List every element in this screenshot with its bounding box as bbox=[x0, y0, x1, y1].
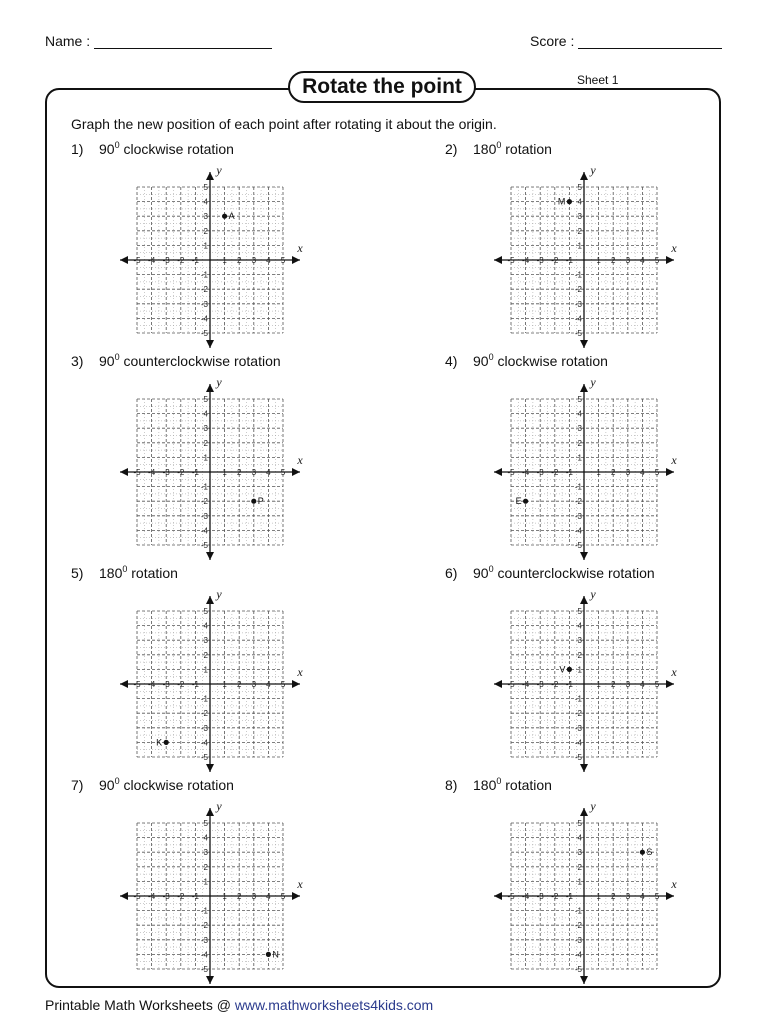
footer-url[interactable]: www.mathworksheets4kids.com bbox=[234, 997, 434, 1013]
x-tick-label: 1 bbox=[596, 256, 601, 265]
y-tick-label: 5 bbox=[577, 395, 582, 404]
y-tick-label: -5 bbox=[200, 329, 208, 338]
x-tick-label: 1 bbox=[222, 892, 227, 901]
y-tick-label: 4 bbox=[577, 197, 582, 207]
grid-svg bbox=[484, 796, 684, 996]
problem-label-3: 3) $90^0$ counterclockwise rotation bbox=[71, 352, 281, 369]
y-tick-label: 2 bbox=[203, 650, 208, 660]
y-axis-label: y bbox=[590, 163, 596, 177]
coordinate-grid-5 bbox=[110, 584, 310, 784]
y-tick-label: 2 bbox=[577, 438, 582, 448]
plotted-point bbox=[222, 214, 227, 219]
y-tick-label: 1 bbox=[203, 453, 208, 463]
x-tick-label: 4 bbox=[266, 892, 271, 901]
x-tick-label: 2 bbox=[610, 256, 616, 265]
y-tick-label: 5 bbox=[577, 819, 582, 828]
x-axis-label: x bbox=[297, 241, 303, 255]
y-tick-label: -2 bbox=[574, 921, 582, 931]
x-tick-label: -5 bbox=[507, 680, 515, 689]
y-tick-label: 1 bbox=[203, 241, 208, 251]
y-tick-label: 2 bbox=[203, 226, 208, 236]
x-tick-label: 2 bbox=[610, 468, 616, 477]
x-tick-label: 1 bbox=[596, 892, 601, 901]
y-tick-label: 2 bbox=[577, 862, 582, 872]
y-tick-label: -3 bbox=[200, 511, 208, 521]
x-tick-label: 4 bbox=[640, 680, 645, 689]
x-tick-label: -2 bbox=[551, 680, 559, 689]
y-tick-label: 1 bbox=[577, 665, 582, 675]
x-tick-label: -3 bbox=[536, 680, 544, 689]
x-tick-label: 4 bbox=[640, 468, 645, 477]
x-tick-label: -1 bbox=[191, 468, 199, 477]
sheet-number: Sheet 1 bbox=[577, 73, 619, 87]
x-axis-label: x bbox=[297, 453, 303, 467]
y-tick-label: -5 bbox=[200, 965, 208, 974]
x-tick-label: 1 bbox=[596, 468, 601, 477]
y-tick-label: 1 bbox=[203, 877, 208, 887]
x-tick-label: -2 bbox=[177, 680, 185, 689]
y-tick-label: 5 bbox=[203, 395, 208, 404]
y-tick-label: -4 bbox=[574, 314, 582, 324]
x-tick-label: 2 bbox=[610, 680, 616, 689]
plotted-point bbox=[266, 952, 271, 957]
coordinate-grid-7 bbox=[110, 796, 310, 996]
x-tick-label: -4 bbox=[148, 892, 156, 901]
x-tick-label: 4 bbox=[640, 892, 645, 901]
score-field bbox=[530, 33, 722, 49]
point-label: N bbox=[272, 949, 279, 960]
grid-svg bbox=[110, 372, 310, 572]
grid-svg bbox=[484, 372, 684, 572]
footer bbox=[45, 997, 433, 1013]
x-tick-label: 3 bbox=[251, 892, 257, 901]
problem-label-7: 7) $90^0$ clockwise rotation bbox=[71, 776, 234, 793]
x-tick-label: 5 bbox=[654, 892, 660, 901]
x-tick-label: 5 bbox=[280, 468, 286, 477]
x-tick-label: -1 bbox=[565, 680, 573, 689]
y-tick-label: -3 bbox=[574, 935, 582, 945]
y-tick-label: 3 bbox=[577, 848, 582, 858]
y-tick-label: 2 bbox=[577, 650, 582, 660]
y-tick-label: -2 bbox=[574, 285, 582, 295]
x-axis-label: x bbox=[671, 877, 677, 891]
y-tick-label: 5 bbox=[577, 183, 582, 192]
axes bbox=[120, 172, 300, 348]
y-tick-label: -3 bbox=[574, 511, 582, 521]
y-tick-label: -4 bbox=[574, 950, 582, 960]
coordinate-grid-8 bbox=[484, 796, 684, 996]
coordinate-grid-2 bbox=[484, 160, 684, 360]
x-tick-label: -1 bbox=[191, 680, 199, 689]
y-axis-label: y bbox=[216, 587, 222, 601]
x-tick-label: 4 bbox=[266, 256, 271, 265]
y-tick-label: -4 bbox=[574, 738, 582, 748]
y-axis-label: y bbox=[590, 799, 596, 813]
x-tick-label: -5 bbox=[133, 256, 141, 265]
y-tick-label: 2 bbox=[203, 862, 208, 872]
y-tick-label: 3 bbox=[577, 212, 582, 222]
point-label: S bbox=[646, 847, 653, 858]
y-tick-label: 4 bbox=[203, 409, 208, 419]
y-tick-label: -4 bbox=[574, 526, 582, 536]
coordinate-grid-3 bbox=[110, 372, 310, 572]
plotted-point bbox=[640, 850, 645, 855]
y-tick-label: 4 bbox=[577, 833, 582, 843]
y-tick-label: -5 bbox=[574, 541, 582, 550]
x-tick-label: 5 bbox=[280, 680, 286, 689]
y-tick-label: -5 bbox=[574, 329, 582, 338]
x-tick-label: -4 bbox=[522, 256, 530, 265]
y-tick-label: -5 bbox=[574, 753, 582, 762]
y-axis-label: y bbox=[590, 587, 596, 601]
x-tick-label: -3 bbox=[162, 468, 170, 477]
coordinate-grid-4 bbox=[484, 372, 684, 572]
problem-label-1: 1) $90^0$ clockwise rotation bbox=[71, 140, 234, 157]
y-tick-label: -4 bbox=[200, 526, 208, 536]
y-tick-label: 2 bbox=[203, 438, 208, 448]
point-label: V bbox=[559, 664, 566, 675]
x-tick-label: -5 bbox=[507, 256, 515, 265]
point-label: A bbox=[228, 211, 235, 222]
x-tick-label: -2 bbox=[551, 256, 559, 265]
x-tick-label: -1 bbox=[565, 892, 573, 901]
name-label: Name : bbox=[45, 33, 91, 49]
y-tick-label: 1 bbox=[577, 877, 582, 887]
x-tick-label: -2 bbox=[551, 468, 559, 477]
problem-label-8: 8) $180^0$ rotation bbox=[445, 776, 552, 793]
x-tick-label: 1 bbox=[596, 680, 601, 689]
name-field bbox=[45, 33, 272, 49]
x-tick-label: -4 bbox=[522, 468, 530, 477]
x-tick-label: -1 bbox=[565, 256, 573, 265]
y-tick-label: 5 bbox=[203, 819, 208, 828]
y-tick-label: -4 bbox=[200, 950, 208, 960]
y-tick-label: -5 bbox=[200, 753, 208, 762]
axes bbox=[120, 384, 300, 560]
grid-svg bbox=[484, 584, 684, 784]
x-tick-label: -1 bbox=[191, 892, 199, 901]
y-tick-label: -4 bbox=[200, 738, 208, 748]
x-tick-label: 2 bbox=[610, 892, 616, 901]
x-tick-label: -4 bbox=[148, 468, 156, 477]
footer-text: Printable Math Worksheets @ bbox=[45, 997, 235, 1013]
grid-svg bbox=[110, 160, 310, 360]
plotted-point bbox=[567, 199, 572, 204]
x-tick-label: -3 bbox=[162, 680, 170, 689]
x-tick-label: 3 bbox=[251, 256, 257, 265]
plotted-point bbox=[164, 740, 169, 745]
y-tick-label: -4 bbox=[200, 314, 208, 324]
axes bbox=[494, 384, 674, 560]
y-axis-label: y bbox=[590, 375, 596, 389]
y-tick-label: -3 bbox=[200, 723, 208, 733]
x-tick-label: 5 bbox=[280, 892, 286, 901]
axes bbox=[494, 172, 674, 348]
x-tick-label: 4 bbox=[266, 468, 271, 477]
y-tick-label: -3 bbox=[200, 935, 208, 945]
y-tick-label: 3 bbox=[203, 636, 208, 646]
y-tick-label: 4 bbox=[203, 621, 208, 631]
y-tick-label: 3 bbox=[577, 636, 582, 646]
y-tick-label: -2 bbox=[200, 921, 208, 931]
y-axis-label: y bbox=[216, 163, 222, 177]
x-tick-label: 1 bbox=[222, 256, 227, 265]
y-tick-label: -5 bbox=[200, 541, 208, 550]
coordinate-grid-6 bbox=[484, 584, 684, 784]
x-tick-label: 3 bbox=[625, 892, 631, 901]
y-axis-label: y bbox=[216, 375, 222, 389]
x-tick-label: -5 bbox=[133, 468, 141, 477]
plotted-point bbox=[523, 499, 528, 504]
x-tick-label: 1 bbox=[222, 680, 227, 689]
x-tick-label: -3 bbox=[162, 256, 170, 265]
x-tick-label: 4 bbox=[640, 256, 645, 265]
x-tick-label: -3 bbox=[536, 468, 544, 477]
score-line bbox=[578, 34, 722, 49]
plotted-point bbox=[251, 499, 256, 504]
score-label: Score : bbox=[530, 33, 575, 49]
y-tick-label: -1 bbox=[200, 906, 208, 916]
name-line bbox=[94, 34, 272, 49]
axes bbox=[494, 808, 674, 984]
x-tick-label: -2 bbox=[177, 892, 185, 901]
x-tick-label: -1 bbox=[565, 468, 573, 477]
point-label: M bbox=[557, 196, 566, 207]
y-tick-label: -1 bbox=[574, 906, 582, 916]
y-tick-label: 2 bbox=[577, 226, 582, 236]
y-tick-label: -2 bbox=[574, 709, 582, 719]
problem-label-6: 6) $90^0$ counterclockwise rotation bbox=[445, 564, 655, 581]
x-tick-label: -4 bbox=[522, 680, 530, 689]
y-tick-label: 3 bbox=[203, 212, 208, 222]
y-tick-label: -2 bbox=[574, 497, 582, 507]
y-tick-label: -1 bbox=[574, 694, 582, 704]
y-tick-label: 1 bbox=[577, 453, 582, 463]
x-tick-label: -2 bbox=[177, 256, 185, 265]
y-tick-label: -1 bbox=[200, 694, 208, 704]
x-tick-label: -4 bbox=[148, 256, 156, 265]
x-tick-label: 3 bbox=[625, 680, 631, 689]
y-tick-label: 4 bbox=[577, 621, 582, 631]
x-tick-label: -4 bbox=[148, 680, 156, 689]
x-tick-label: 2 bbox=[236, 892, 242, 901]
y-tick-label: -1 bbox=[200, 270, 208, 280]
grid-svg bbox=[110, 584, 310, 784]
x-tick-label: 4 bbox=[266, 680, 271, 689]
x-tick-label: 2 bbox=[236, 680, 242, 689]
y-tick-label: 3 bbox=[203, 848, 208, 858]
x-tick-label: -3 bbox=[162, 892, 170, 901]
x-tick-label: -3 bbox=[536, 256, 544, 265]
x-tick-label: 5 bbox=[654, 468, 660, 477]
y-tick-label: -5 bbox=[574, 965, 582, 974]
problem-label-5: 5) $180^0$ rotation bbox=[71, 564, 178, 581]
x-axis-label: x bbox=[671, 241, 677, 255]
grid-svg bbox=[484, 160, 684, 360]
x-tick-label: -4 bbox=[522, 892, 530, 901]
x-axis-label: x bbox=[297, 877, 303, 891]
point-label: P bbox=[257, 496, 264, 507]
x-tick-label: 2 bbox=[236, 256, 242, 265]
x-tick-label: -1 bbox=[191, 256, 199, 265]
x-axis-label: x bbox=[671, 453, 677, 467]
point-label: E bbox=[515, 496, 522, 507]
x-tick-label: 3 bbox=[251, 468, 257, 477]
y-tick-label: -2 bbox=[200, 709, 208, 719]
coordinate-grid-1 bbox=[110, 160, 310, 360]
x-tick-label: 5 bbox=[280, 256, 286, 265]
y-tick-label: -1 bbox=[574, 270, 582, 280]
grid-svg bbox=[110, 796, 310, 996]
y-tick-label: -3 bbox=[574, 723, 582, 733]
axes bbox=[120, 596, 300, 772]
y-tick-label: -3 bbox=[574, 299, 582, 309]
y-tick-label: 3 bbox=[577, 424, 582, 434]
x-tick-label: 5 bbox=[654, 680, 660, 689]
y-tick-label: 1 bbox=[577, 241, 582, 251]
x-tick-label: -2 bbox=[177, 468, 185, 477]
y-tick-label: -3 bbox=[200, 299, 208, 309]
plotted-point bbox=[567, 667, 572, 672]
x-axis-label: x bbox=[671, 665, 677, 679]
problem-label-4: 4) $90^0$ clockwise rotation bbox=[445, 352, 608, 369]
x-tick-label: -2 bbox=[551, 892, 559, 901]
y-tick-label: 5 bbox=[203, 183, 208, 192]
x-axis-label: x bbox=[297, 665, 303, 679]
x-tick-label: 3 bbox=[251, 680, 257, 689]
y-tick-label: 5 bbox=[577, 607, 582, 616]
y-tick-label: 4 bbox=[203, 197, 208, 207]
y-tick-label: -2 bbox=[200, 497, 208, 507]
x-tick-label: -5 bbox=[507, 468, 515, 477]
x-tick-label: 3 bbox=[625, 256, 631, 265]
y-tick-label: 1 bbox=[203, 665, 208, 675]
y-tick-label: 4 bbox=[577, 409, 582, 419]
x-tick-label: 5 bbox=[654, 256, 660, 265]
x-tick-label: -5 bbox=[133, 680, 141, 689]
y-axis-label: y bbox=[216, 799, 222, 813]
instructions: Graph the new position of each point after rotating it about the origin. bbox=[71, 116, 497, 132]
y-tick-label: 4 bbox=[203, 833, 208, 843]
x-tick-label: 2 bbox=[236, 468, 242, 477]
x-tick-label: -5 bbox=[133, 892, 141, 901]
y-tick-label: 3 bbox=[203, 424, 208, 434]
y-tick-label: -1 bbox=[574, 482, 582, 492]
y-tick-label: -1 bbox=[200, 482, 208, 492]
axes bbox=[494, 596, 674, 772]
y-tick-label: -2 bbox=[200, 285, 208, 295]
y-tick-label: 5 bbox=[203, 607, 208, 616]
point-label: K bbox=[156, 737, 163, 748]
x-tick-label: -3 bbox=[536, 892, 544, 901]
worksheet-title: Rotate the point bbox=[288, 71, 476, 103]
problem-label-2: 2) $180^0$ rotation bbox=[445, 140, 552, 157]
x-tick-label: -5 bbox=[507, 892, 515, 901]
x-tick-label: 3 bbox=[625, 468, 631, 477]
x-tick-label: 1 bbox=[222, 468, 227, 477]
